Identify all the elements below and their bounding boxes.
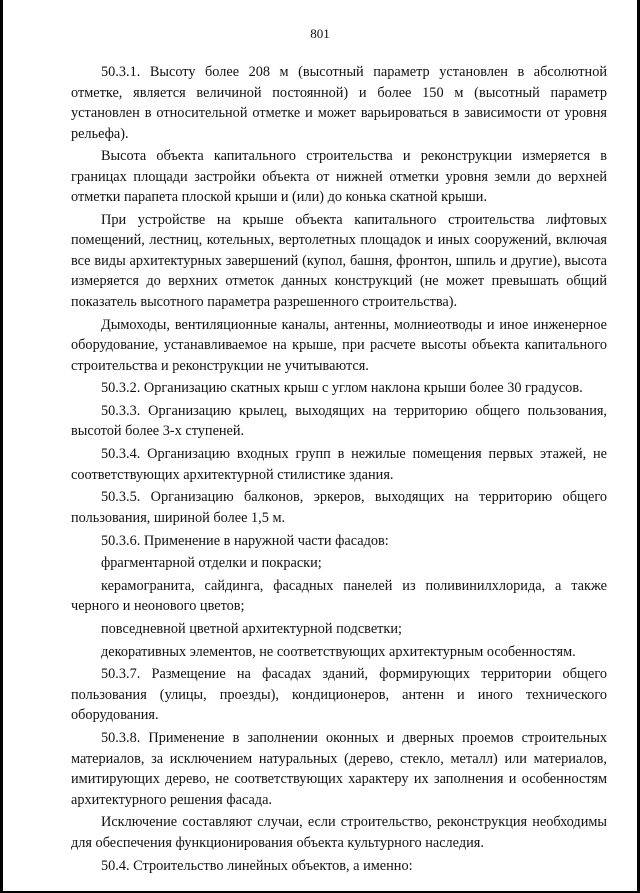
paragraph-50-3-1: 50.3.1. Высоту более 208 м (высотный параметр установлен в абсолютной отметке, является величиной постоянной) и более 150 м (высотный параметр установлен в относительной отметке и может варьироваться в зависимости от уровня рельефа).: [71, 64, 607, 142]
paragraph-50-3-7: 50.3.7. Размещение на фасадах зданий, формирующих территории общего пользования (улицы, проезды), кондиционеров, антенн и иного технического оборудования.: [71, 666, 607, 724]
paragraph-50-3-8: 50.3.8. Применение в заполнении оконных и дверных проемов строительных материалов, за исключением натуральных (дерево, стекло, металл) или материалов, имитирующих дерево, не соответствующих характеру их заполнения и особенностям архитектурного решения фасада.: [71, 730, 607, 808]
paragraph-50-3-3: 50.3.3. Организацию крылец, выходящих на территорию общего пользования, высотой более 3-х ступеней.: [71, 402, 607, 440]
paragraph-engineering-equipment: Дымоходы, вентиляционные каналы, антенны, молниеотводы и иное инженерное оборудование, устанавливаемое на крыше, при расчете высоты объекта капитального строительства и реконструкции не учитываются.: [71, 316, 607, 374]
list-item-decorative-elements: декоративных элементов, не соответствующих архитектурным особенностям.: [101, 643, 576, 660]
paragraph-50-4: 50.4. Строительство линейных объектов, а именно:: [101, 857, 413, 874]
paragraph-height-measurement: Высота объекта капитального строительства и реконструкции измеряется в границах площади застройки объекта от нижней отметки уровня земли до верхней отметки парапета плоской крыши и (или) до конька скатной крыши.: [71, 148, 607, 206]
body-text: [71, 62, 607, 878]
list-item-fragmentary-finish: фрагментарной отделки и покраски;: [101, 555, 322, 572]
paragraph-50-3-4: 50.3.4. Организацию входных групп в нежилые помещения первых этажей, не соответствующих архитектурной стилистике здания.: [71, 446, 607, 483]
paragraph-50-3-2: 50.3.2. Организацию скатных крыш с углом наклона крыши более 30 градусов.: [101, 380, 583, 397]
paragraph-50-3-5: 50.3.5. Организацию балконов, эркеров, выходящих на территорию общего пользования, шириной более 1,5 м.: [71, 489, 607, 526]
paragraph-roof-structures: При устройстве на крыше объекта капитального строительства лифтовых помещений, лестниц, котельных, вертолетных площадок и иных сооружений, включая все виды архитектурных завершений (купол, башня, фронтон, шпиль и другие), высота измеряется до верхних отметок данных конструкций (не может превышать общий показатель высотного параметра разрешенного строительства).: [71, 211, 607, 310]
page-number: 801: [310, 26, 330, 41]
list-item-materials: керамогранита, сайдинга, фасадных панелей из поливинилхлорида, а также черного и неонового цветов;: [71, 577, 607, 615]
list-item-lighting: повседневной цветной архитектурной подсветки;: [101, 621, 402, 638]
paragraph-50-3-6: 50.3.6. Применение в наружной части фасадов:: [101, 532, 389, 549]
paragraph-exception: Исключение составляют случаи, если строительство, реконструкция необходимы для обеспечения функционирования объекта культурного наследия.: [71, 814, 607, 851]
